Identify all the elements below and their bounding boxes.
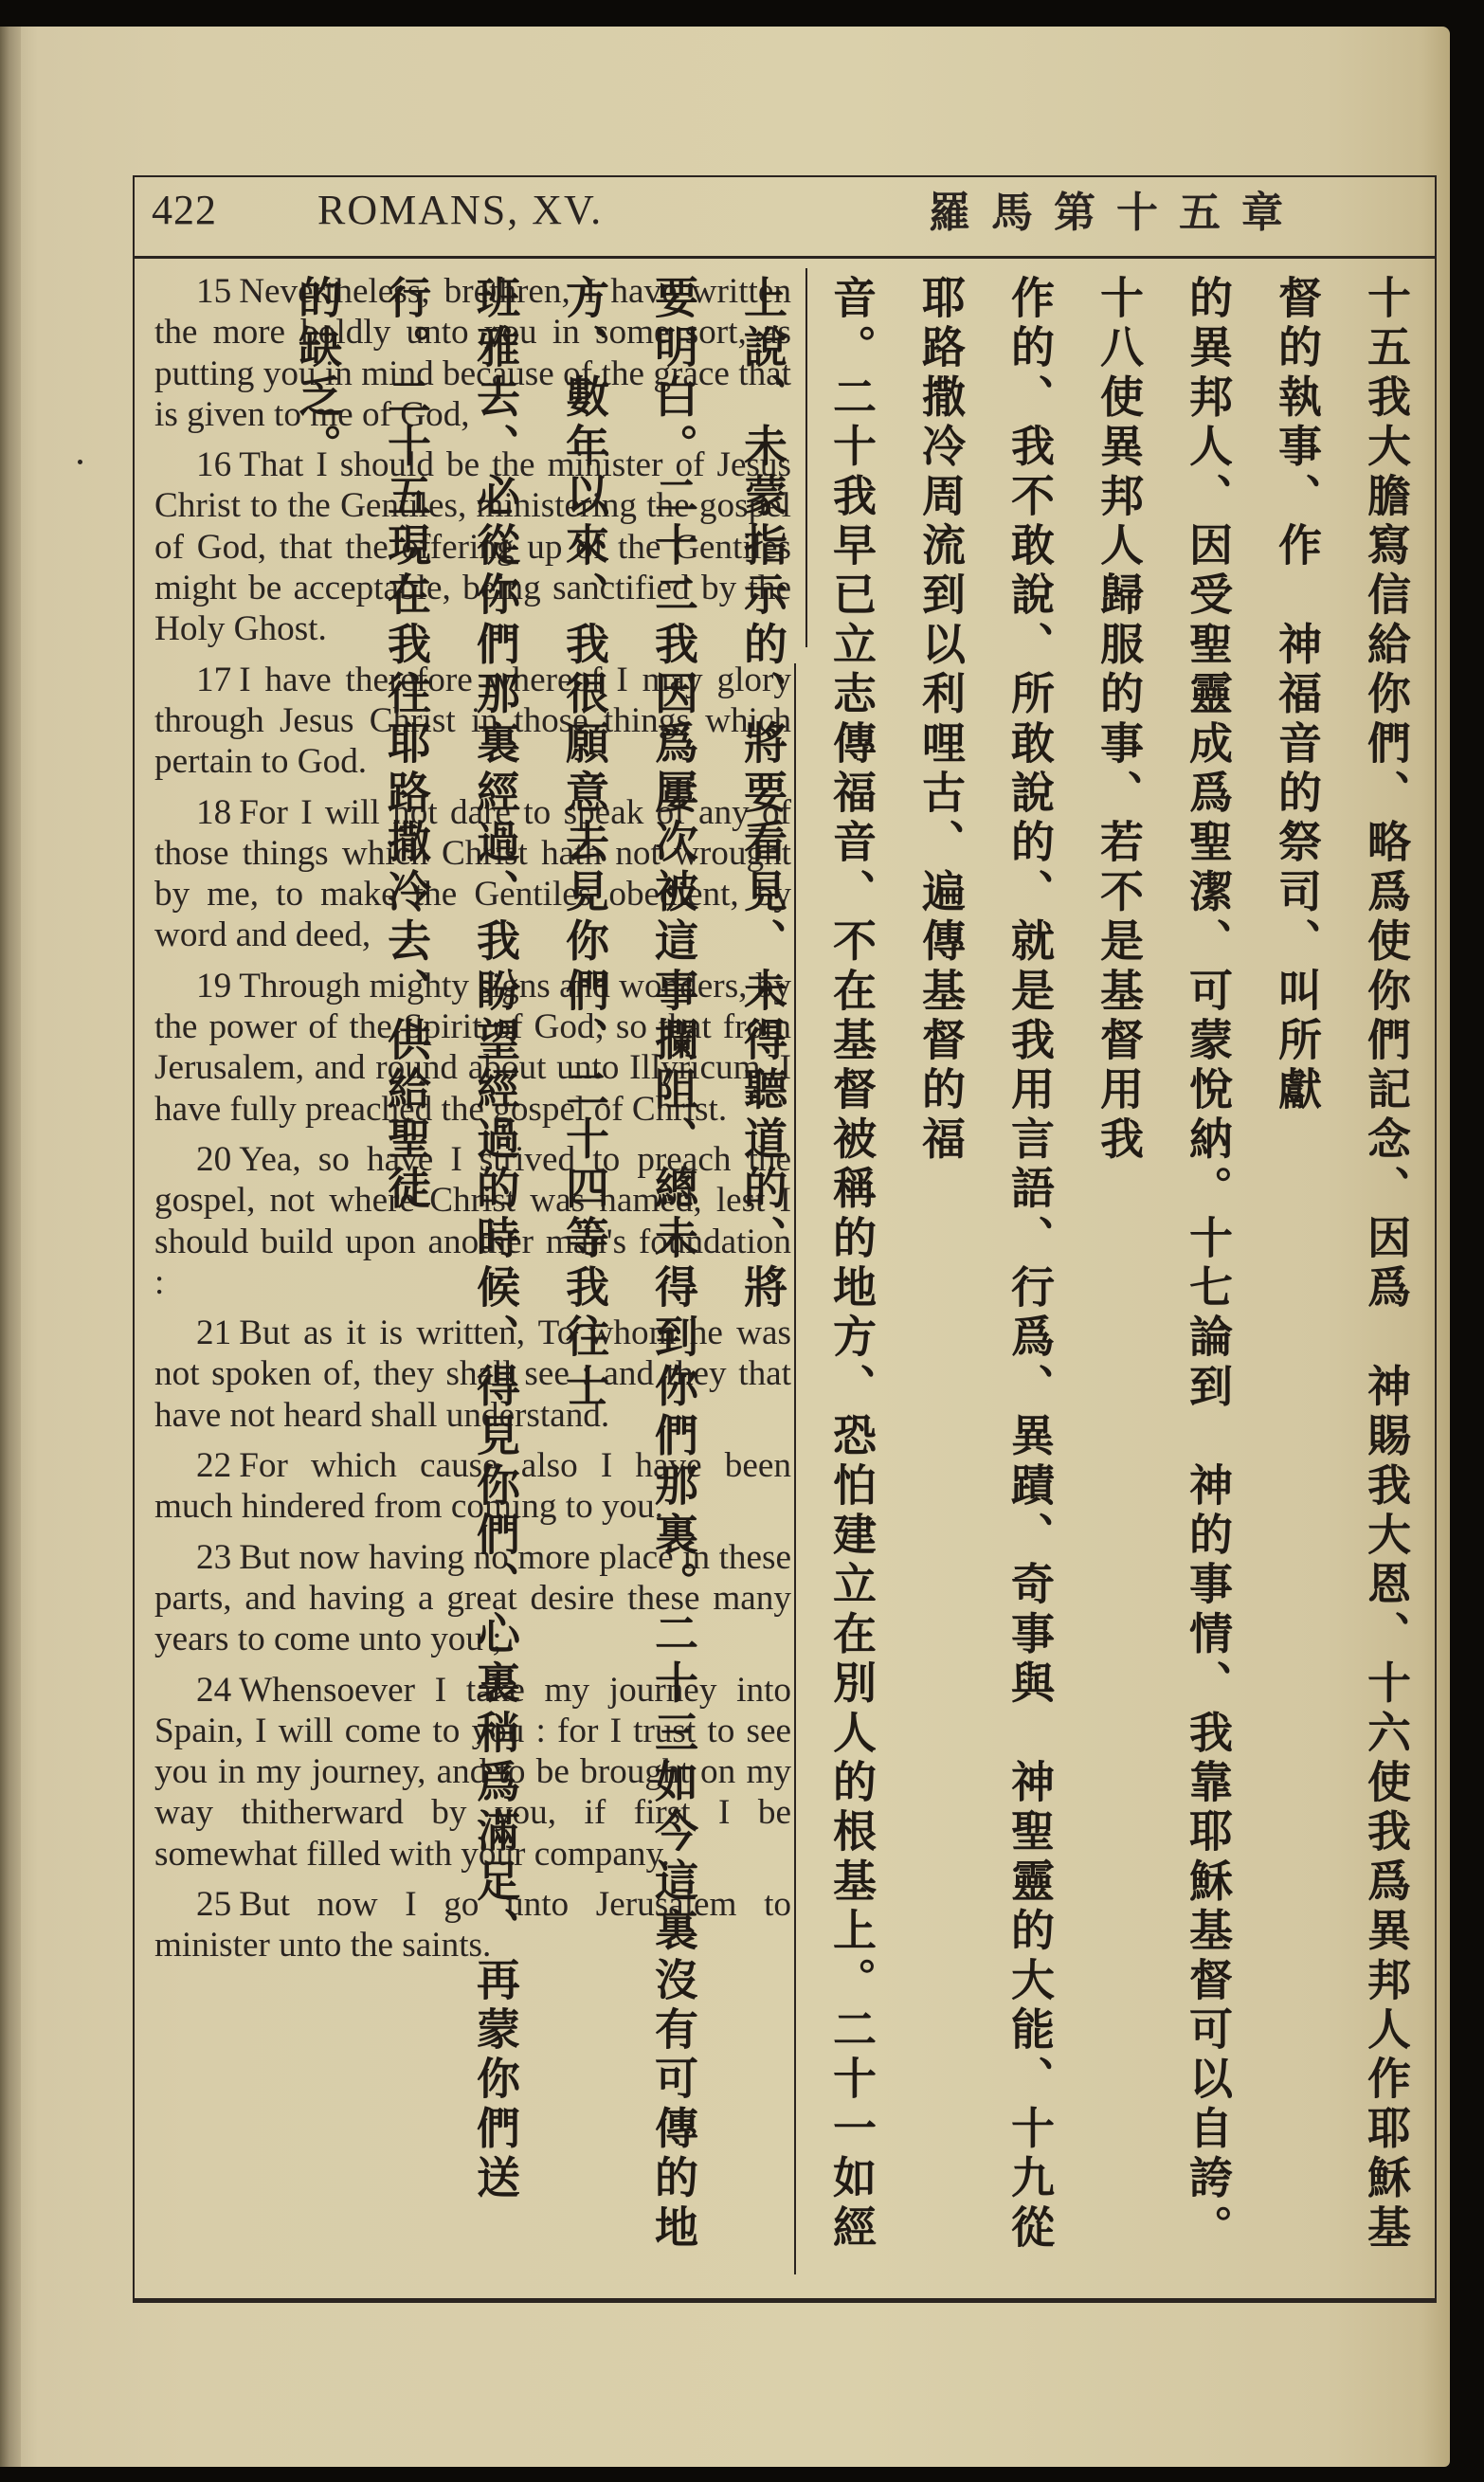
verse-text: That I should be the minister of Jesus Christ to the Gentiles, ministering the gospel of God, that the offering up of the Gentiles might be acceptable, being sanctified by the Holy Ghost. [154,445,791,649]
page-number: 422 [152,187,217,233]
verse-text: For which cause also I have been much hindered from coming to you. [154,1446,791,1527]
verse-number: 18 [196,792,232,832]
chinese-line: 作的、我不敢說、所敢說的、就是我用言語、行爲、異蹟、奇事與 神聖靈的大能、十九從耶路撒冷周流到以利哩古、遍傳基督的福 [915,275,1056,2254]
chinese-line: 十五我大膽寫信給你們、略爲使你們記念、因爲 神賜我大恩、十六使我爲異邦人作耶穌基督的執事、作 神福音的祭司、叫所獻 [1272,275,1412,2254]
verse-number: 17 [196,660,232,699]
verse-number: 23 [196,1537,232,1577]
verse-number: 21 [196,1313,232,1353]
chinese-line: 的異邦人、因受聖靈成爲聖潔、可蒙悅納。十七論到 神的事情、我靠耶穌基督可以自誇。十八使異邦人歸服的事、若不是基督用我 [1094,275,1234,2254]
verse-text: Whensoever I take my journey into Spain, I will come to you : for I trust to see you in my journey, and to be brought on my way thitherward by you, if first I be somewhat filled with your company. [154,1670,791,1874]
book-title: ROMANS, XV. [317,187,604,233]
verse-number: 25 [196,1884,232,1924]
header-rule [133,256,1437,259]
verse-text: I have therefore whereof I may glory through Jesus Christ in those things which pertain to God. [154,660,791,782]
verse-text: Nevertheless, brethren, I have written the more boldly unto you in some sort, as putting you in mind because of the grace that is given to me of God, [154,272,791,434]
chinese-line: 音。二十我早已立志傳福音、不在基督被稱的地方、恐怕建立在別人的根基上。二十一如經上說、未蒙指示的、將要看見、未得聽道的、將 [737,275,878,2254]
verse-number: 16 [196,445,232,485]
verse-text: Yea, so have I strived to preach the gospel, not where Christ was named, lest I should build upon another man's foundation : [154,1139,791,1302]
verse-number: 24 [196,1670,232,1710]
chinese-line: 班雅去、必從你們那裏經過、我盼望經過的時候、得見你們、心裏稍爲滿足、再蒙你們送行。二十五現在我往耶路撒冷去、供給聖徒 [381,275,521,2204]
verse-text: But now I go unto Jerusalem to minister unto the saints. [154,1884,791,1966]
verse-number: 19 [196,966,232,1005]
verse-text: For I will not dare to speak of any of those things which Christ hath not wrought by me, to make the Gentiles obedient, by word and deed, [154,792,791,955]
verse-number: 20 [196,1139,232,1179]
verse-text: Through mighty signs and wonders, by the power of the Spirit of God; so that from Jerusalem, and round about unto Illyricum, I have fully preached the gospel of Christ. [154,966,791,1129]
verse-number: 15 [196,272,232,311]
chinese-line: 要明白。二十二我因爲屢次被這事攔阻、總未得到你們那裏。二十三如今這裏沒有可傳的地方、數年以來、我很願意去見你們、二十四等我往士 [559,275,699,2254]
verse-number: 22 [196,1446,232,1486]
book-gutter [0,27,21,2467]
chinese-line: 的缺乏。 [292,275,343,473]
bottom-rule [133,2298,1437,2301]
verse-text: But as it is written, To whom he was not spoken of, they shall see : and they that have not heard shall understand. [154,1313,791,1435]
verse-text: But now having no more place in these parts, and having a great desire these many years to come unto you ; [154,1537,791,1659]
chinese-title: 羅馬第十五章 [929,189,1304,237]
margin-dot [78,460,82,464]
